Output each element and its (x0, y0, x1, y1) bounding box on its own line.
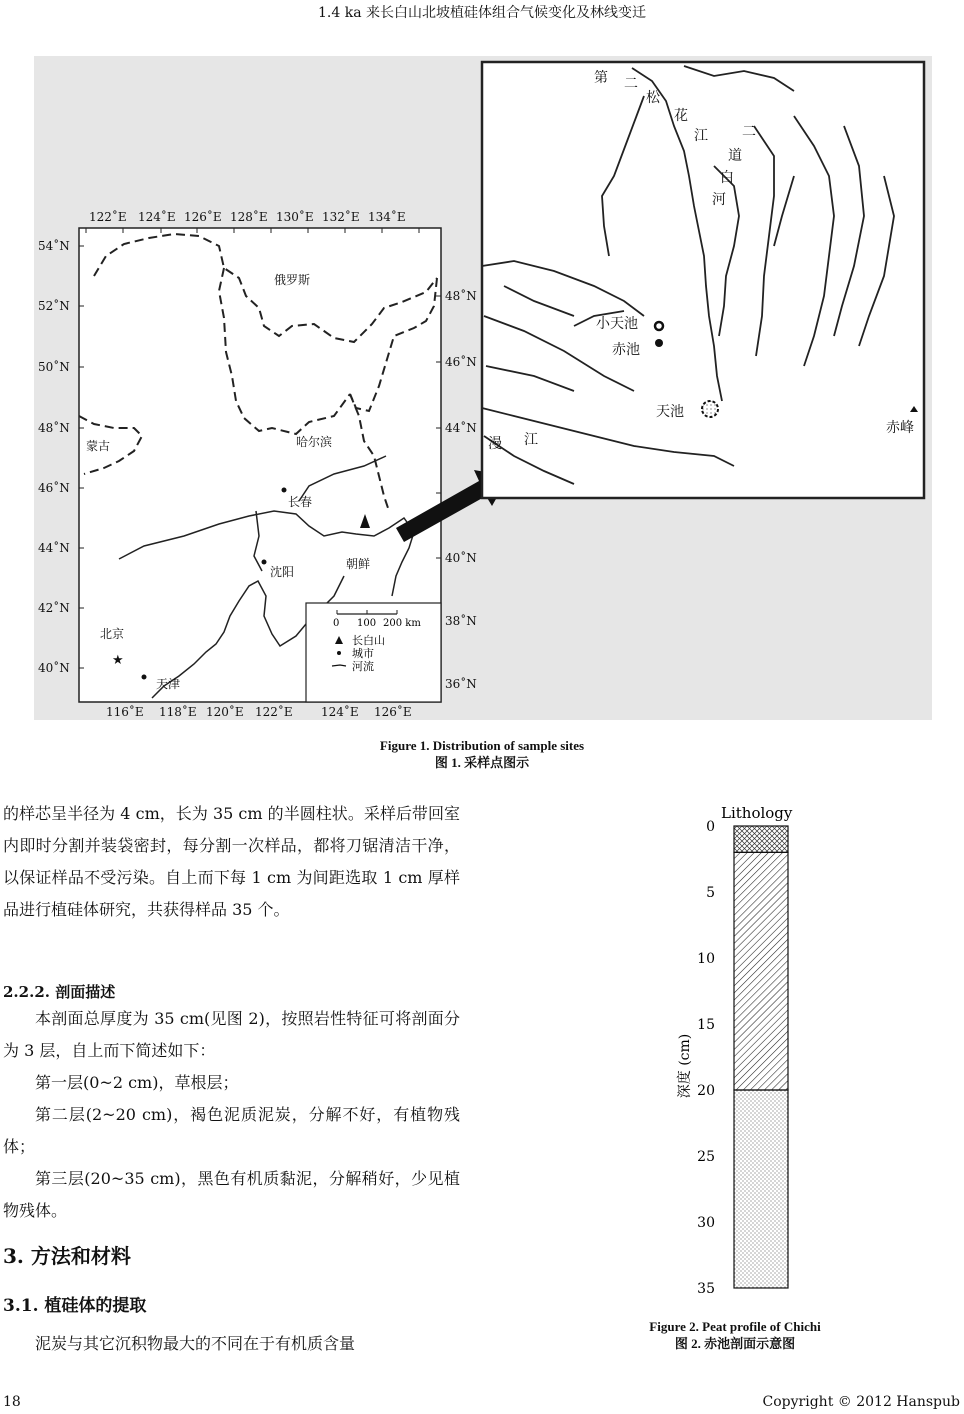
map-bottom-label: 122˚E (255, 705, 293, 719)
scale-label: 0 (333, 618, 340, 629)
map-bottom-label: 124˚E (321, 705, 359, 719)
figure-1-caption (0, 737, 964, 771)
figure-1-caption-en: Figure 1. Distribution of sample sites (379, 738, 585, 753)
label-xiaotianchi: 小天池 (596, 316, 638, 332)
layer-peat (734, 852, 788, 1090)
tianchi-icon (702, 401, 718, 417)
inset-label: 花 (674, 108, 688, 124)
body-paragraph-3 (3, 1328, 460, 1360)
scale-label: 200 km (383, 618, 421, 629)
xiaotianchi-icon (655, 322, 663, 330)
label-beijing: 北京 (100, 627, 125, 641)
city-dot-changchun (282, 488, 287, 493)
map-right-label: 44˚N (445, 421, 477, 435)
legend-city-label: 城市 (352, 647, 374, 660)
map-legend (306, 603, 441, 702)
map-right-label: 46˚N (445, 355, 477, 369)
figure-2 (662, 796, 812, 1306)
map-right-label: 48˚N (445, 289, 477, 303)
section-heading-3: 3. 方法和材料 (3, 1244, 131, 1268)
map-left-label: 40˚N (38, 661, 70, 675)
label-changchun: 长春 (288, 495, 313, 509)
depth-tick-label: 0 (706, 819, 715, 835)
inset-label: 江 (694, 128, 708, 144)
inset-label: 漫 (488, 436, 502, 452)
layer-2-description: 第二层(2~20 cm)，褐色泥质泥炭，分解不好，有植物残体； (3, 1105, 460, 1156)
lithology-column-title: Lithology (721, 804, 793, 822)
map-bottom-label: 118˚E (159, 705, 197, 719)
page-number: 18 (3, 1394, 21, 1410)
body-paragraph-1 (3, 798, 460, 926)
layer-1-description: 第一层(0~2 cm)，草根层； (35, 1073, 239, 1092)
running-header: 1.4 ka 来长白山北坡植硅体组合气候变化及林线变迁 (318, 5, 646, 21)
depth-tick-label: 20 (697, 1083, 715, 1099)
peat-profile-chart (662, 796, 812, 1306)
map-bottom-label: 116˚E (106, 705, 144, 719)
label-tianchi: 天池 (656, 404, 684, 420)
map-bottom-label: 120˚E (206, 705, 244, 719)
chichi-icon (655, 339, 663, 347)
figure-2-caption-cn: 图 2. 赤池剖面示意图 (674, 1336, 796, 1351)
inset-label: 第 (594, 70, 608, 86)
map-left-label: 48˚N (38, 421, 70, 435)
map-left-label: 54˚N (38, 239, 70, 253)
map-left-label: 52˚N (38, 299, 70, 313)
figure-1-map (34, 56, 932, 720)
label-mongolia: 蒙古 (86, 439, 111, 453)
section-heading-2-2-2: 2.2.2. 剖面描述 (3, 983, 116, 1001)
inset-label: 松 (646, 90, 660, 106)
map-top-label: 124˚E (138, 210, 176, 224)
copyright-notice: Copyright © 2012 Hanspub (762, 1394, 960, 1410)
label-chifeng: 赤峰 (886, 420, 914, 436)
map-left-label: 50˚N (38, 360, 70, 374)
scale-label: 100 (357, 618, 377, 629)
inset-label: 二 (624, 76, 638, 92)
map-top-label: 130˚E (276, 210, 314, 224)
legend-mountain-label: 长白山 (352, 634, 385, 647)
map-left-label: 46˚N (38, 481, 70, 495)
map-bottom-label: 126˚E (374, 705, 412, 719)
inset-label: 二 (742, 124, 756, 140)
map-top-label: 134˚E (368, 210, 406, 224)
map-right-label: 38˚N (445, 614, 477, 628)
beijing-star-icon: ★ (112, 653, 124, 668)
label-tianjin: 天津 (156, 677, 181, 691)
figure-1 (34, 56, 932, 720)
map-left-label: 42˚N (38, 601, 70, 615)
city-dot-shenyang (262, 560, 267, 565)
depth-axis-label: 深度 (cm) (677, 1033, 693, 1099)
section-heading-3-1: 3.1. 植硅体的提取 (3, 1296, 147, 1316)
map-right-label: 36˚N (445, 677, 477, 691)
depth-tick-label: 10 (697, 951, 715, 967)
city-dot-tianjin (142, 675, 147, 680)
layer-grass-root (734, 826, 788, 852)
paragraph-text: 的样芯呈半径为 4 cm，长为 35 cm 的半圆柱状。采样后带回室内即时分割并装袋密封，每分割一次样品，都将刀锯清洁干净，以保证样品不受污染。自上而下每 1 cm 为间距选取 1 cm 厚样品进行植硅体研究，共获得样品 35 个。 (3, 804, 460, 919)
map-top-label: 132˚E (322, 210, 360, 224)
depth-tick-label: 5 (706, 885, 715, 901)
inset-label: 江 (524, 432, 538, 448)
legend-river-label: 河流 (352, 660, 374, 673)
inset-label: 河 (712, 192, 726, 208)
paragraph-text: 泥炭与其它沉积物最大的不同在于有机质含量 (35, 1334, 356, 1353)
paragraph-text: 本剖面总厚度为 35 cm(见图 2)，按照岩性特征可将剖面分为 3 层，自上而下简述如下： (3, 1009, 460, 1060)
figure-2-caption (604, 1318, 866, 1352)
depth-tick-label: 25 (697, 1149, 715, 1165)
figure-2-caption-en: Figure 2. Peat profile of Chichi (649, 1319, 821, 1334)
label-chichi: 赤池 (612, 342, 640, 358)
map-left-label: 44˚N (38, 541, 70, 555)
label-shenyang: 沈阳 (270, 565, 295, 579)
layer-organic-clay (734, 1090, 788, 1288)
figure-1-caption-cn: 图 1. 采样点图示 (434, 755, 530, 770)
label-russia: 俄罗斯 (274, 273, 311, 287)
layer-3-description: 第三层(20~35 cm)，黑色有机质黏泥，分解稍好，少见植物残体。 (3, 1169, 460, 1220)
depth-tick-label: 35 (697, 1281, 715, 1297)
legend-city-icon (337, 651, 341, 655)
depth-tick-label: 15 (697, 1017, 715, 1033)
inset-label: 白 (720, 170, 734, 186)
map-top-label: 122˚E (89, 210, 127, 224)
label-harbin: 哈尔滨 (296, 435, 333, 449)
depth-tick-label: 30 (697, 1215, 715, 1231)
body-section-2-2-2 (3, 1003, 460, 1227)
map-right-label: 40˚N (445, 551, 477, 565)
map-top-label: 126˚E (184, 210, 222, 224)
label-korea: 朝鲜 (346, 557, 371, 571)
inset-label: 道 (728, 148, 742, 164)
map-top-label: 128˚E (230, 210, 268, 224)
